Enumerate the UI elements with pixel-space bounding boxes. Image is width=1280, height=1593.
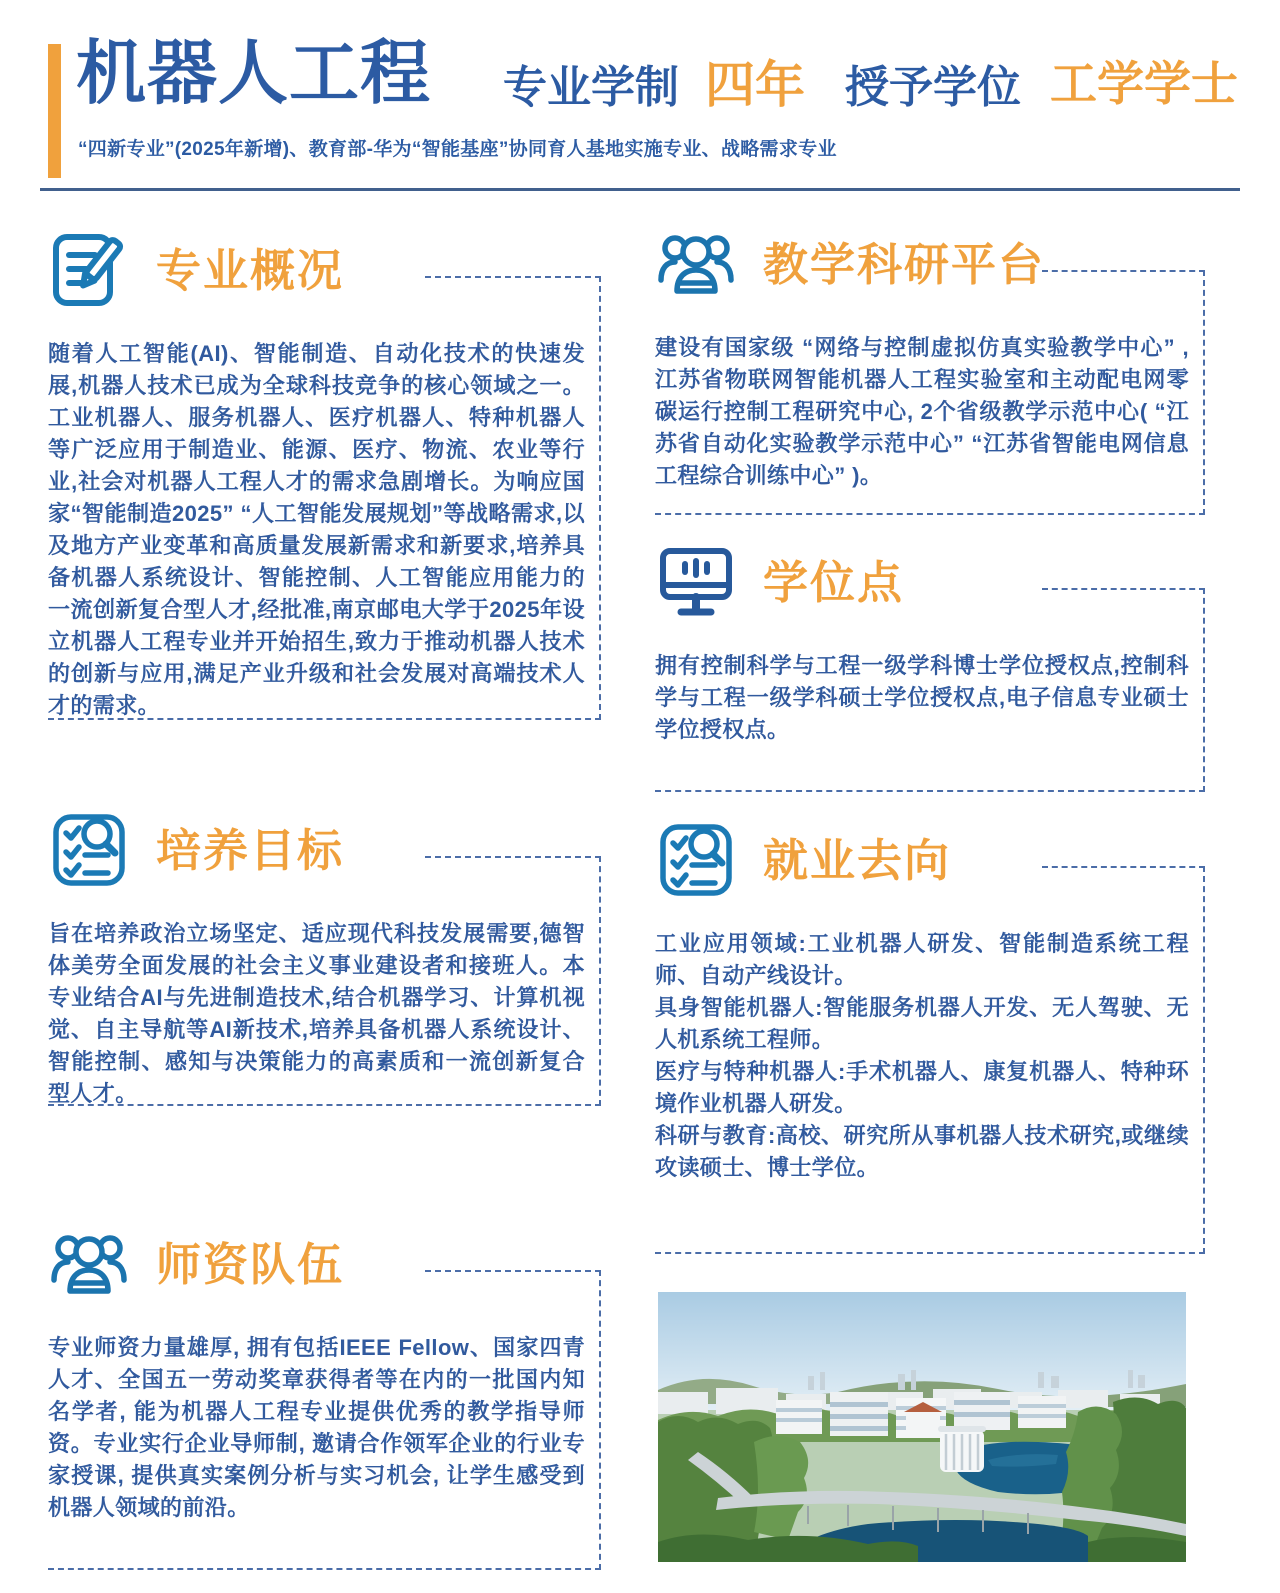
section-title: 教学科研平台 — [763, 238, 1046, 290]
section-platform — [655, 222, 1205, 515]
section-overview-head — [48, 228, 601, 312]
employment-line: 医疗与特种机器人:手术机器人、康复机器人、特种环境作业机器人研发。 — [655, 1059, 1189, 1116]
section-faculty-head — [48, 1222, 601, 1306]
section-body: 随着人工智能(AI)、智能制造、自动化技术的快速发展,机器人技术已成为全球科技竞争的核心领域之一。工业机器人、服务机器人、医疗机器人、特种机器人等广泛应用于制造业、能源、医疗、物流、农业等行业,社会对机器人工程人才的需求急剧增长。为响应国家“智能制造2025” “人工智能发展规划”等战略需求,以及地方产业变革和高质量发展新需求和新要求,培养具备机器人系统设计、智能控制、人工智能应用能力的一流创新复合型人才,经批准,南京邮电大学于2025年设立机器人工程专业并开始招生,致力于推动机器人技术的创新与应用,满足产业升级和社会发展对高端技术人才的需求。 — [48, 341, 585, 718]
edit-note-icon — [48, 229, 130, 311]
section-title: 培养目标 — [156, 824, 345, 876]
section-body: 拥有控制科学与工程一级学科博士学位授权点,控制科学与工程一级学科硕士学位授权点,电子信息专业硕士学位授权点。 — [655, 653, 1189, 742]
section-title: 师资队伍 — [156, 1238, 345, 1290]
campus-aerial-photo-graphic — [658, 1292, 1186, 1562]
section-title: 专业概况 — [156, 244, 345, 296]
section-degree-points — [655, 540, 1205, 792]
section-degree-points-head — [655, 540, 1205, 624]
section-body: 旨在培养政治立场坚定、适应现代科技发展需要,德智体美劳全面发展的社会主义事业建设者和接班人。本专业结合AI与先进制造技术,结合机器学习、计算机视觉、自主导航等AI新技术,培养具备机器人系统设计、智能控制、感知与决策能力的高素质和一流创新复合型人才。 — [48, 921, 585, 1106]
campus-aerial-photo — [658, 1292, 1186, 1562]
degree-label: 授予学位 — [845, 63, 1021, 112]
section-body: 建设有国家级 “网络与控制虚拟仿真实验教学中心” ,江苏省物联网智能机器人工程实验室和主动配电网零碳运行控制工程研究中心, 2个省级教学示范中心( “江苏省自动化实验教学示范中心” “江苏省智能电网信息工程综合训练中心” )。 — [655, 335, 1189, 488]
section-title: 学位点 — [763, 556, 905, 608]
header-divider — [40, 188, 1240, 191]
people-group-icon — [655, 223, 737, 305]
duration-value: 四年 — [705, 57, 805, 113]
section-employment-head — [655, 818, 1205, 902]
section-objectives — [48, 808, 601, 1106]
section-title: 就业去向 — [763, 834, 952, 886]
section-faculty — [48, 1222, 601, 1570]
section-platform-head — [655, 222, 1205, 306]
checklist-magnifier-icon — [48, 809, 130, 891]
program-tags-subtitle: “四新专业”(2025年新增)、教育部-华为“智能基座”协同育人基地实施专业、战略需求专业 — [78, 139, 837, 160]
section-objectives-head — [48, 808, 601, 892]
checklist-magnifier-icon — [655, 819, 737, 901]
duration-label: 专业学制 — [503, 63, 679, 112]
page-title: 机器人工程 — [76, 34, 431, 112]
title-accent-bar — [48, 44, 61, 178]
degree-value: 工学学士 — [1050, 57, 1238, 110]
employment-line: 工业应用领域:工业机器人研发、智能制造系统工程师、自动产线设计。 — [655, 931, 1189, 988]
people-group-icon — [48, 1223, 130, 1305]
section-employment — [655, 818, 1205, 1254]
section-body: 专业师资力量雄厚, 拥有包括IEEE Fellow、国家四青人才、全国五一劳动奖章获得者等在内的一批国内知名学者, 能为机器人工程专业提供优秀的教学指导师资。专业实行企业导师制, 邀请合作领军企业的行业专家授课, 提供真实案例分析与实习机会, 让学生感受到机器人领域的前沿。 — [48, 1335, 585, 1520]
section-overview — [48, 228, 601, 720]
monitor-chart-icon — [655, 541, 737, 623]
section-body — [655, 928, 1205, 1184]
employment-line: 科研与教育:高校、研究所从事机器人技术研究,或继续攻读硕士、博士学位。 — [655, 1123, 1189, 1180]
employment-line: 具身智能机器人:智能服务机器人开发、无人驾驶、无人机系统工程师。 — [655, 995, 1189, 1052]
